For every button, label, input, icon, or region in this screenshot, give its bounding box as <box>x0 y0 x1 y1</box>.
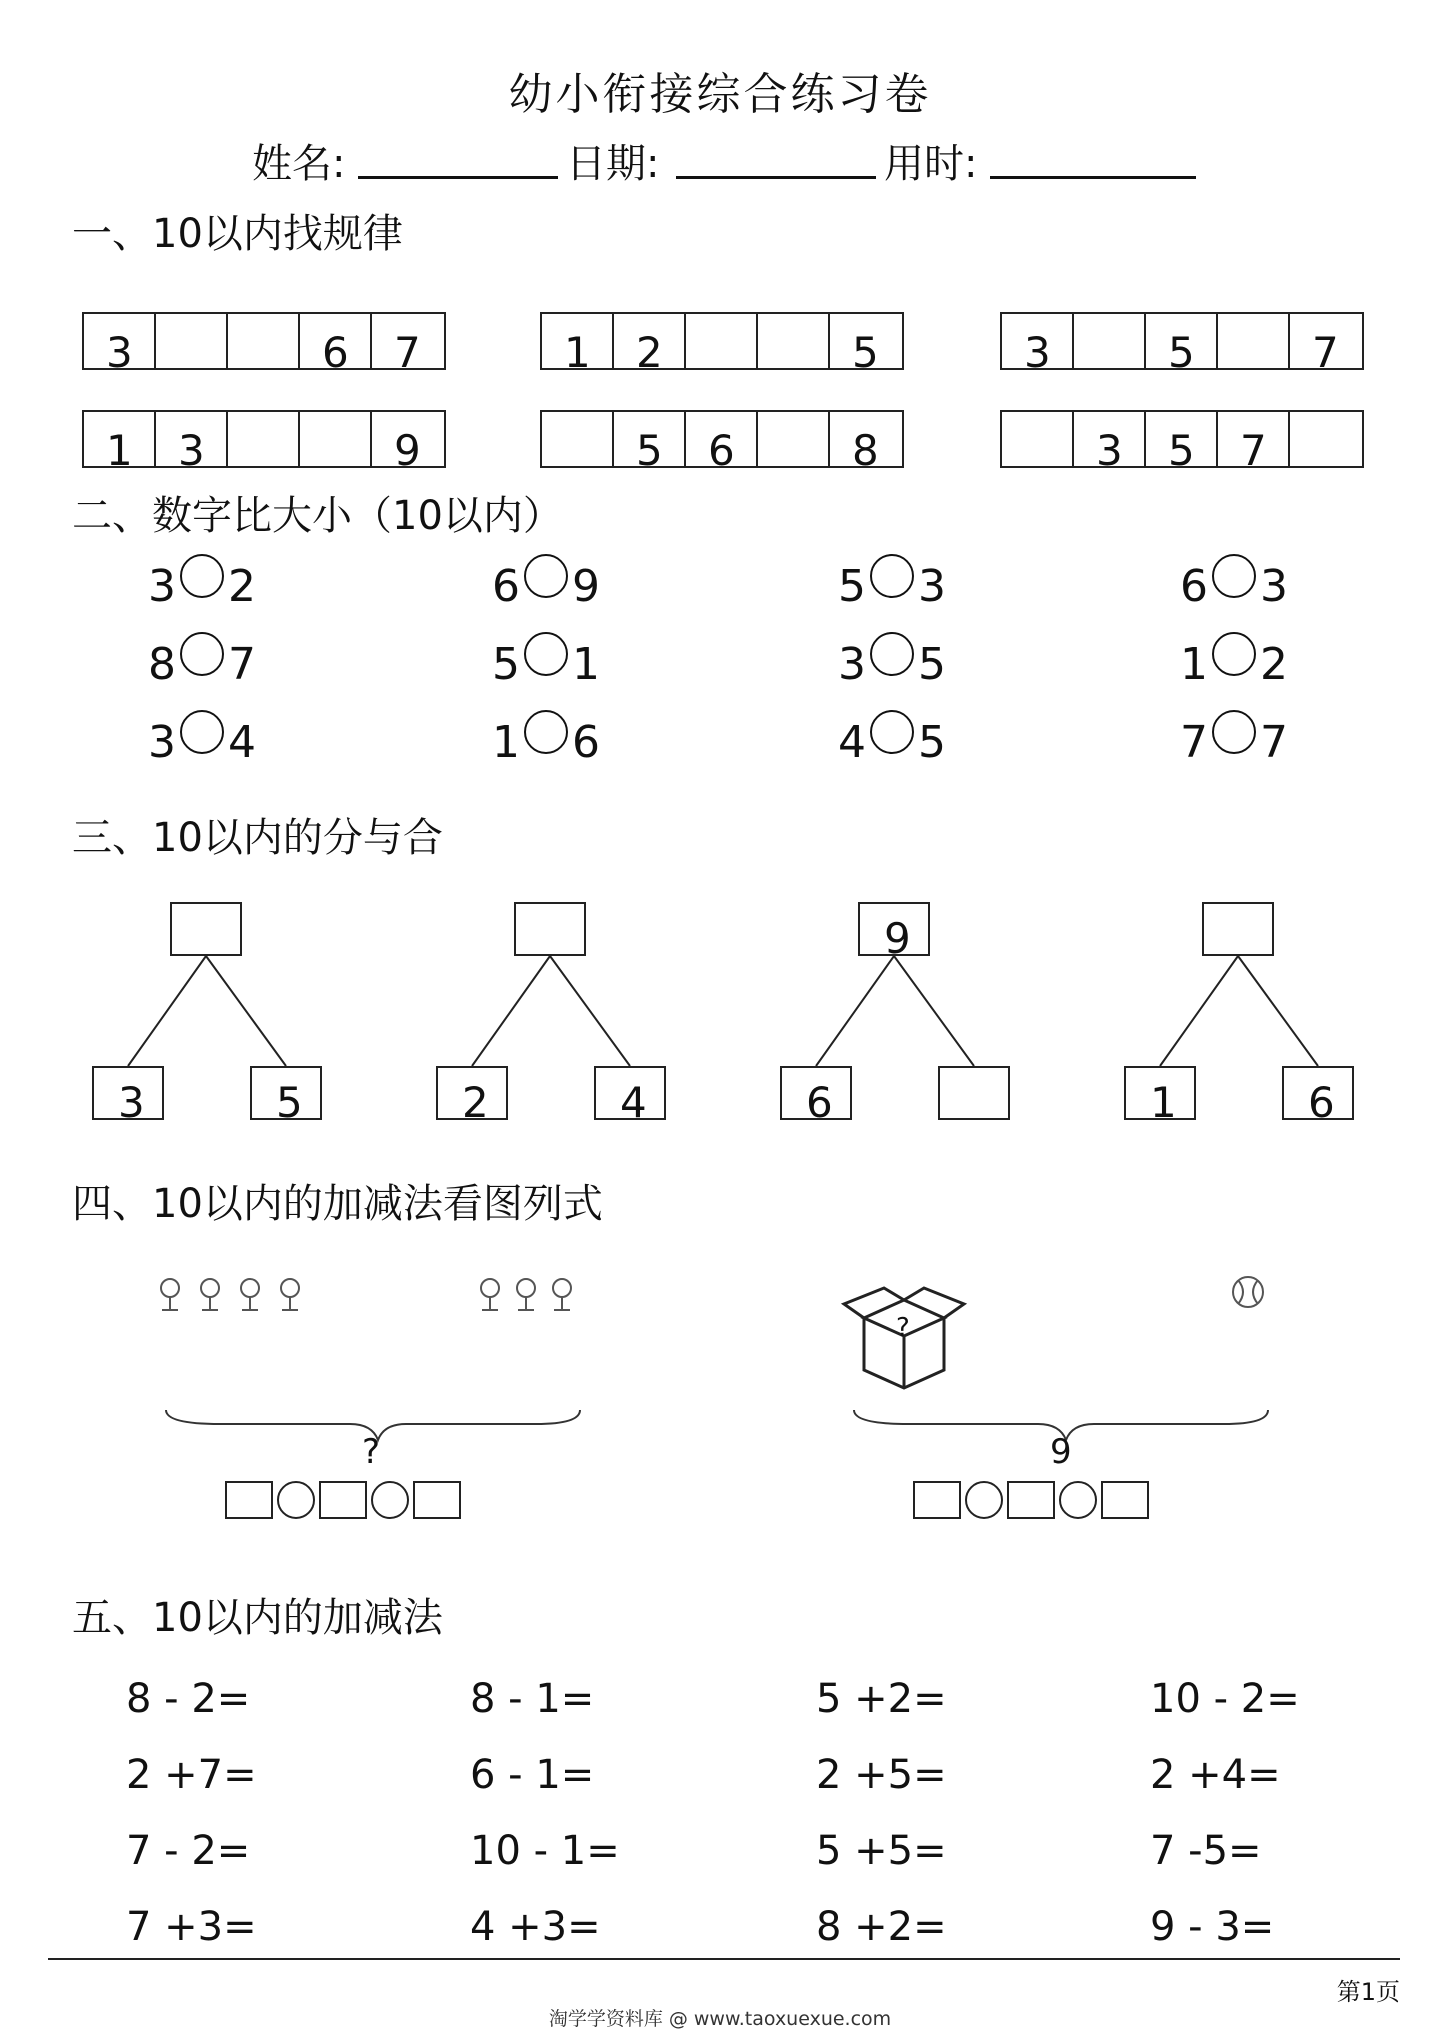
equation: 4 +3= <box>470 1904 601 1950</box>
right-number: 5 <box>918 639 946 690</box>
pattern-value: 5 <box>852 328 879 377</box>
pattern-value: 5 <box>1168 328 1195 377</box>
answer-box[interactable] <box>156 314 228 368</box>
bond-value: 6 <box>1308 1078 1335 1127</box>
equation: 6 - 1= <box>470 1752 595 1798</box>
pattern-value: 9 <box>394 426 421 475</box>
comparison-item <box>148 708 256 768</box>
left-number: 6 <box>1180 561 1208 612</box>
right-number: 3 <box>918 561 946 612</box>
bond-number-box <box>594 1066 666 1127</box>
bond-answer-box[interactable] <box>514 902 586 956</box>
comparison-item <box>838 552 946 612</box>
right-number: 2 <box>228 561 256 612</box>
date-field[interactable] <box>676 176 876 179</box>
page-title: 幼小衔接综合练习卷 <box>508 69 932 120</box>
right-number: 3 <box>1260 561 1288 612</box>
answer-box[interactable] <box>300 412 372 466</box>
number-box <box>372 412 444 475</box>
answer-box[interactable] <box>1002 412 1074 466</box>
number-box <box>1146 412 1218 475</box>
equation: 7 -5= <box>1150 1828 1262 1874</box>
equation: 10 - 1= <box>470 1828 620 1874</box>
compare-circle[interactable] <box>1212 710 1256 754</box>
section-2-title: 二、数字比大小（10以内） <box>72 493 563 539</box>
section-3-title: 三、10以内的分与合 <box>72 815 443 861</box>
ball-icon <box>1233 1277 1263 1307</box>
bond-number-box <box>858 902 930 963</box>
bond-answer-box[interactable] <box>938 1066 1010 1120</box>
equation: 8 - 2= <box>126 1676 251 1722</box>
number-box <box>156 412 228 475</box>
number-box <box>614 412 686 475</box>
comparison-item <box>492 552 600 612</box>
section-5-title: 五、10以内的加减法 <box>72 1595 443 1641</box>
number-box <box>1074 412 1146 475</box>
answer-box[interactable] <box>1074 314 1146 368</box>
right-number: 1 <box>572 639 600 690</box>
equation: 7 - 2= <box>126 1828 251 1874</box>
right-number: 4 <box>228 717 256 768</box>
equation: 9 - 3= <box>1150 1904 1275 1950</box>
pattern-value: 1 <box>564 328 591 377</box>
compare-circle[interactable] <box>180 554 224 598</box>
right-number: 7 <box>1260 717 1288 768</box>
pattern-value: 2 <box>636 328 663 377</box>
site-credit: 淘学学资料库 @ www.taoxuexue.com <box>548 2008 892 2030</box>
time-label: 用时: <box>884 141 978 187</box>
answer-box[interactable] <box>228 412 300 466</box>
right-number: 9 <box>572 561 600 612</box>
bond-value: 2 <box>462 1078 489 1127</box>
pattern-value: 5 <box>1168 426 1195 475</box>
number-box <box>1002 314 1074 377</box>
number-box <box>1146 314 1218 377</box>
number-box <box>830 412 902 475</box>
answer-box[interactable] <box>758 314 830 368</box>
comparison-item <box>148 552 256 612</box>
number-box <box>84 314 156 377</box>
bond-number-box <box>1124 1066 1196 1127</box>
right-number: 5 <box>918 717 946 768</box>
compare-circle[interactable] <box>180 710 224 754</box>
section-4-title: 四、10以内的加减法看图列式 <box>72 1181 603 1227</box>
left-number: 5 <box>838 561 866 612</box>
equation: 5 +5= <box>816 1828 947 1874</box>
name-field[interactable] <box>358 176 558 179</box>
pattern-row <box>82 410 446 475</box>
pattern-value: 8 <box>852 426 879 475</box>
equation: 7 +3= <box>126 1904 257 1950</box>
number-box <box>614 314 686 377</box>
answer-box[interactable] <box>228 314 300 368</box>
compare-circle[interactable] <box>870 632 914 676</box>
number-box <box>84 412 156 475</box>
total-label-left: ? <box>362 1432 381 1472</box>
equation: 5 +2= <box>816 1676 947 1722</box>
section-1-title: 一、10以内找规律 <box>72 211 403 257</box>
compare-circle[interactable] <box>524 710 568 754</box>
right-number: 2 <box>1260 639 1288 690</box>
date-label: 日期: <box>566 141 660 187</box>
answer-box[interactable] <box>1218 314 1290 368</box>
bond-number-box <box>436 1066 508 1127</box>
comparison-item <box>492 630 600 690</box>
pattern-value: 7 <box>1240 426 1267 475</box>
footer-divider <box>48 1958 1400 1960</box>
compare-circle[interactable] <box>870 554 914 598</box>
bond-number-box <box>780 1066 852 1127</box>
pattern-value: 6 <box>708 426 735 475</box>
left-number: 3 <box>148 561 176 612</box>
pattern-row <box>1000 312 1364 377</box>
lollipop-icon <box>161 1279 571 1310</box>
bond-answer-box[interactable] <box>170 902 242 956</box>
bond-value: 6 <box>806 1078 833 1127</box>
left-number: 3 <box>838 639 866 690</box>
comparison-item <box>1180 630 1288 690</box>
left-number: 1 <box>1180 639 1208 690</box>
left-number: 3 <box>148 717 176 768</box>
number-box <box>686 412 758 475</box>
equation: 2 +7= <box>126 1752 257 1798</box>
left-number: 4 <box>838 717 866 768</box>
compare-circle[interactable] <box>524 632 568 676</box>
comparison-item <box>838 630 946 690</box>
bond-value: 3 <box>118 1078 145 1127</box>
right-number: 7 <box>228 639 256 690</box>
number-box <box>1218 412 1290 475</box>
box-question-mark: ? <box>896 1313 910 1343</box>
pattern-value: 7 <box>1312 328 1339 377</box>
page-number: 第1页 <box>1336 1978 1400 2006</box>
answer-box[interactable] <box>542 412 614 466</box>
equation: 10 - 2= <box>1150 1676 1300 1722</box>
left-number: 6 <box>492 561 520 612</box>
bond-number-box <box>250 1066 322 1127</box>
equation-template-left <box>226 1482 460 1518</box>
answer-box[interactable] <box>686 314 758 368</box>
pattern-value: 3 <box>106 328 133 377</box>
left-number: 5 <box>492 639 520 690</box>
number-box <box>542 314 614 377</box>
pattern-row <box>1000 410 1364 475</box>
pattern-row <box>82 312 446 377</box>
number-box <box>830 314 902 377</box>
comparison-item <box>492 708 600 768</box>
pattern-value: 5 <box>636 426 663 475</box>
pattern-value: 3 <box>1024 328 1051 377</box>
bond-value: 1 <box>1150 1078 1177 1127</box>
comparison-item <box>1180 552 1288 612</box>
bond-value: 9 <box>884 914 911 963</box>
comparison-item <box>838 708 946 768</box>
compare-circle[interactable] <box>1212 632 1256 676</box>
compare-circle[interactable] <box>524 554 568 598</box>
compare-circle[interactable] <box>1212 554 1256 598</box>
bond-value: 4 <box>620 1078 647 1127</box>
pattern-value: 3 <box>178 426 205 475</box>
bond-value: 5 <box>276 1078 303 1127</box>
bond-number-box <box>1282 1066 1354 1127</box>
picture-problems <box>0 1260 1440 1520</box>
right-number: 6 <box>572 717 600 768</box>
bond-number-box <box>92 1066 164 1127</box>
answer-box[interactable] <box>758 412 830 466</box>
time-field[interactable] <box>990 176 1196 179</box>
name-label: 姓名: <box>252 141 346 187</box>
total-label-right: 9 <box>1050 1432 1072 1472</box>
left-number: 8 <box>148 639 176 690</box>
number-box <box>1290 314 1362 377</box>
number-box <box>300 314 372 377</box>
answer-box[interactable] <box>1290 412 1362 466</box>
pattern-row <box>540 410 904 475</box>
pattern-value: 7 <box>394 328 421 377</box>
equation: 2 +4= <box>1150 1752 1281 1798</box>
equation: 8 +2= <box>816 1904 947 1950</box>
left-number: 7 <box>1180 717 1208 768</box>
comparison-item <box>148 630 256 690</box>
compare-circle[interactable] <box>180 632 224 676</box>
pattern-value: 6 <box>322 328 349 377</box>
pattern-value: 1 <box>106 426 133 475</box>
compare-circle[interactable] <box>870 710 914 754</box>
left-number: 1 <box>492 717 520 768</box>
equation-template-right <box>914 1482 1148 1518</box>
equation: 2 +5= <box>816 1752 947 1798</box>
bond-answer-box[interactable] <box>1202 902 1274 956</box>
pattern-row <box>540 312 904 377</box>
equation: 8 - 1= <box>470 1676 595 1722</box>
pattern-value: 3 <box>1096 426 1123 475</box>
comparison-item <box>1180 708 1288 768</box>
number-box <box>372 314 444 377</box>
